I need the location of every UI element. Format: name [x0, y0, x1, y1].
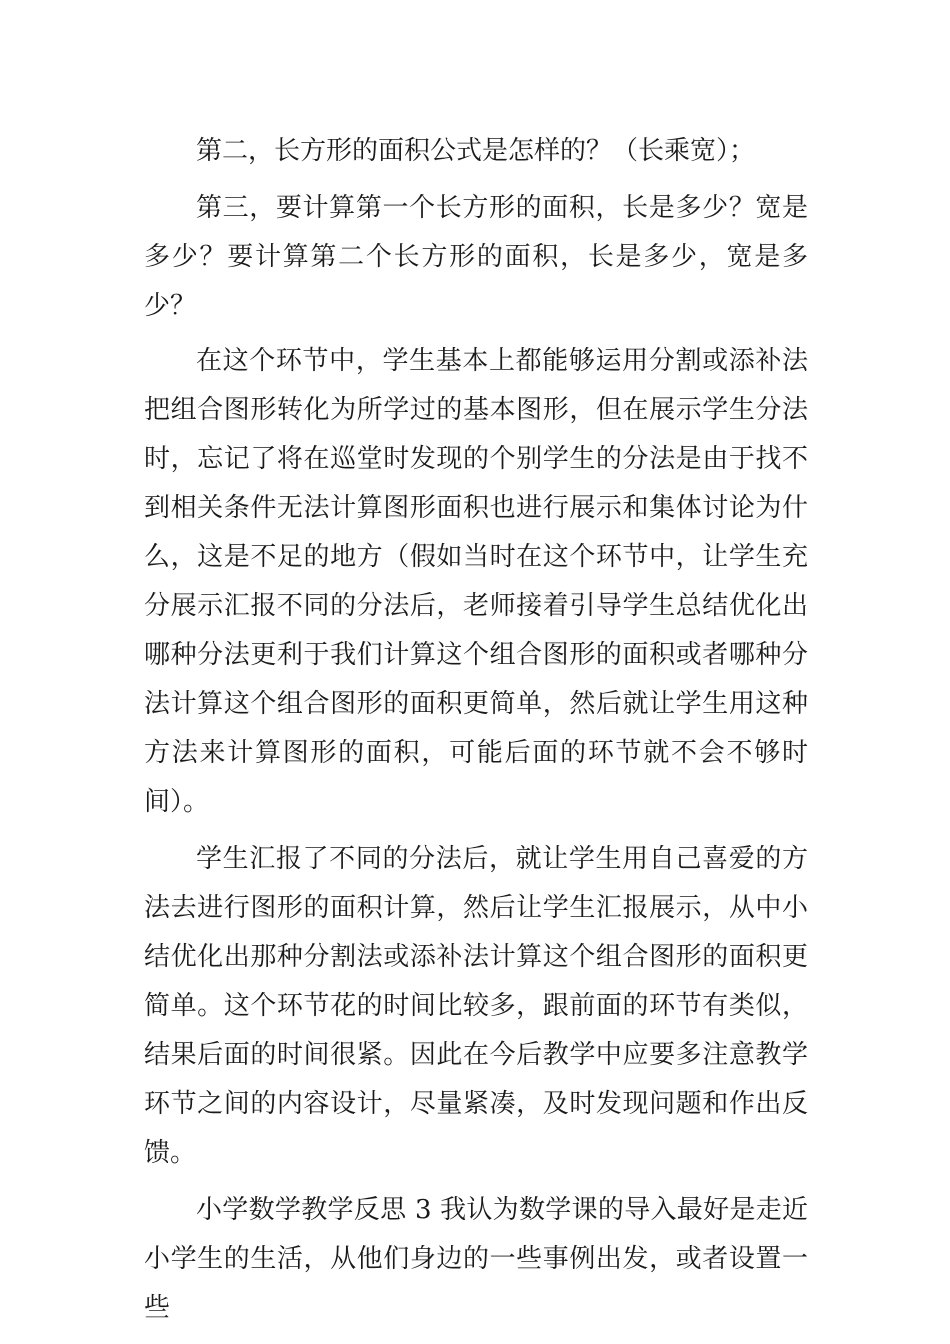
paragraph-reflection-shortcoming: 在这个环节中，学生基本上都能够运用分割或添补法把组合图形转化为所学过的基本图形，但在展示学生分法时，忘记了将在巡堂时发现的个别学生的分法是由于找不到相关条件无法计算图形面积也进行展示和集体讨论为什么，这是不足的地方（假如当时在这个环节中，让学生充分展示汇报不同的分法后，老师接着引导学生总结优化出哪种分法更利于我们计算这个组合图形的面积或者哪种分法计算这个组合图形的面积更简单，然后就让学生用这种方法来计算图形的面积，可能后面的环节就不会不够时间）。: [144, 346, 808, 817]
paragraph-length-width-question: 第三，要计算第一个长方形的面积，长是多少？宽是多少？要计算第二个长方形的面积，长是多少，宽是多少？: [144, 193, 808, 321]
paragraph-area-formula-question: 第二，长方形的面积公式是怎样的？（长乘宽）；: [196, 136, 756, 166]
document-body: [144, 127, 808, 1333]
paragraph-reflection-three: 小学数学教学反思 3 我认为数学课的导入最好是走近小学生的生活，从他们身边的一些事例出发，或者设置一些: [144, 1195, 808, 1323]
paragraph-reflection-time: 学生汇报了不同的分法后，就让学生用自己喜爱的方法去进行图形的面积计算，然后让学生汇报展示，从中小结优化出那种分割法或添补法计算这个组合图形的面积更简单。这个环节花的时间比较多，跟前面的环节有类似，结果后面的时间很紧。因此在今后教学中应要多注意教学环节之间的内容设计，尽量紧凑，及时发现问题和作出反馈。: [144, 844, 808, 1168]
